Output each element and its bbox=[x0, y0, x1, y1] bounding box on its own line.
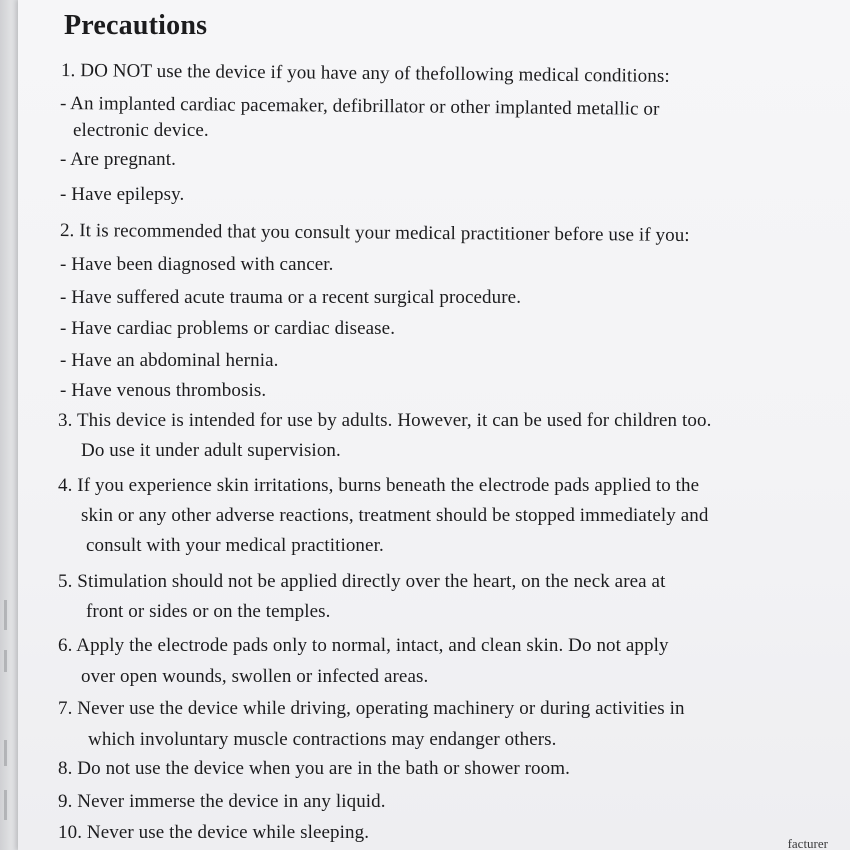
footer-fragment: facturer bbox=[787, 836, 828, 850]
item-7-line-1: 7. Never use the device while driving, operating machinery or during activities in bbox=[58, 698, 685, 719]
item-9: 9. Never immerse the device in any liquid. bbox=[58, 791, 386, 812]
item-1-bullet-3: - Have epilepsy. bbox=[60, 184, 185, 205]
item-3-line-2: Do use it under adult supervision. bbox=[81, 440, 341, 461]
adjacent-page-edge bbox=[0, 0, 18, 850]
item-5-line-1: 5. Stimulation should not be applied directly over the heart, on the neck area at bbox=[58, 571, 666, 592]
item-2-bullet-5: - Have venous thrombosis. bbox=[60, 380, 267, 401]
item-6-line-1: 6. Apply the electrode pads only to normal, intact, and clean skin. Do not apply bbox=[58, 635, 669, 656]
item-7-line-2: which involuntary muscle contractions may endanger others. bbox=[88, 729, 557, 750]
page-title: Precautions bbox=[64, 10, 208, 41]
item-1-bullet-1-line-2: electronic device. bbox=[73, 120, 209, 141]
item-6-line-2: over open wounds, swollen or infected areas. bbox=[81, 666, 429, 687]
item-4-line-1: 4. If you experience skin irritations, burns beneath the electrode pads applied to the bbox=[58, 475, 700, 496]
edge-print-mark bbox=[4, 790, 7, 820]
item-4-line-2: skin or any other adverse reactions, treatment should be stopped immediately and bbox=[81, 505, 709, 526]
document-page bbox=[18, 0, 850, 850]
item-2-bullet-3: - Have cardiac problems or cardiac disease. bbox=[60, 318, 396, 339]
item-8: 8. Do not use the device when you are in the bath or shower room. bbox=[58, 758, 570, 779]
edge-print-mark bbox=[4, 650, 7, 672]
item-2-bullet-1: - Have been diagnosed with cancer. bbox=[60, 254, 334, 275]
item-2-bullet-2: - Have suffered acute trauma or a recent surgical procedure. bbox=[60, 287, 522, 308]
item-2-bullet-4: - Have an abdominal hernia. bbox=[60, 350, 279, 371]
item-4-line-3: consult with your medical practitioner. bbox=[86, 535, 384, 556]
item-10: 10. Never use the device while sleeping. bbox=[58, 822, 370, 843]
item-1-line-1: 1. DO NOT use the device if you have any of thefollowing medical conditions: bbox=[60, 60, 670, 87]
edge-print-mark bbox=[4, 600, 7, 630]
item-3-line-1: 3. This device is intended for use by adults. However, it can be used for children too. bbox=[58, 410, 712, 431]
item-2-line-1: 2. It is recommended that you consult your medical practitioner before use if you: bbox=[59, 220, 690, 246]
edge-print-mark bbox=[4, 740, 7, 766]
item-1-bullet-1-line-1: - An implanted cardiac pacemaker, defibrillator or other implanted metallic or bbox=[59, 93, 660, 120]
item-5-line-2: front or sides or on the temples. bbox=[86, 601, 331, 622]
item-1-bullet-2: - Are pregnant. bbox=[60, 149, 176, 170]
